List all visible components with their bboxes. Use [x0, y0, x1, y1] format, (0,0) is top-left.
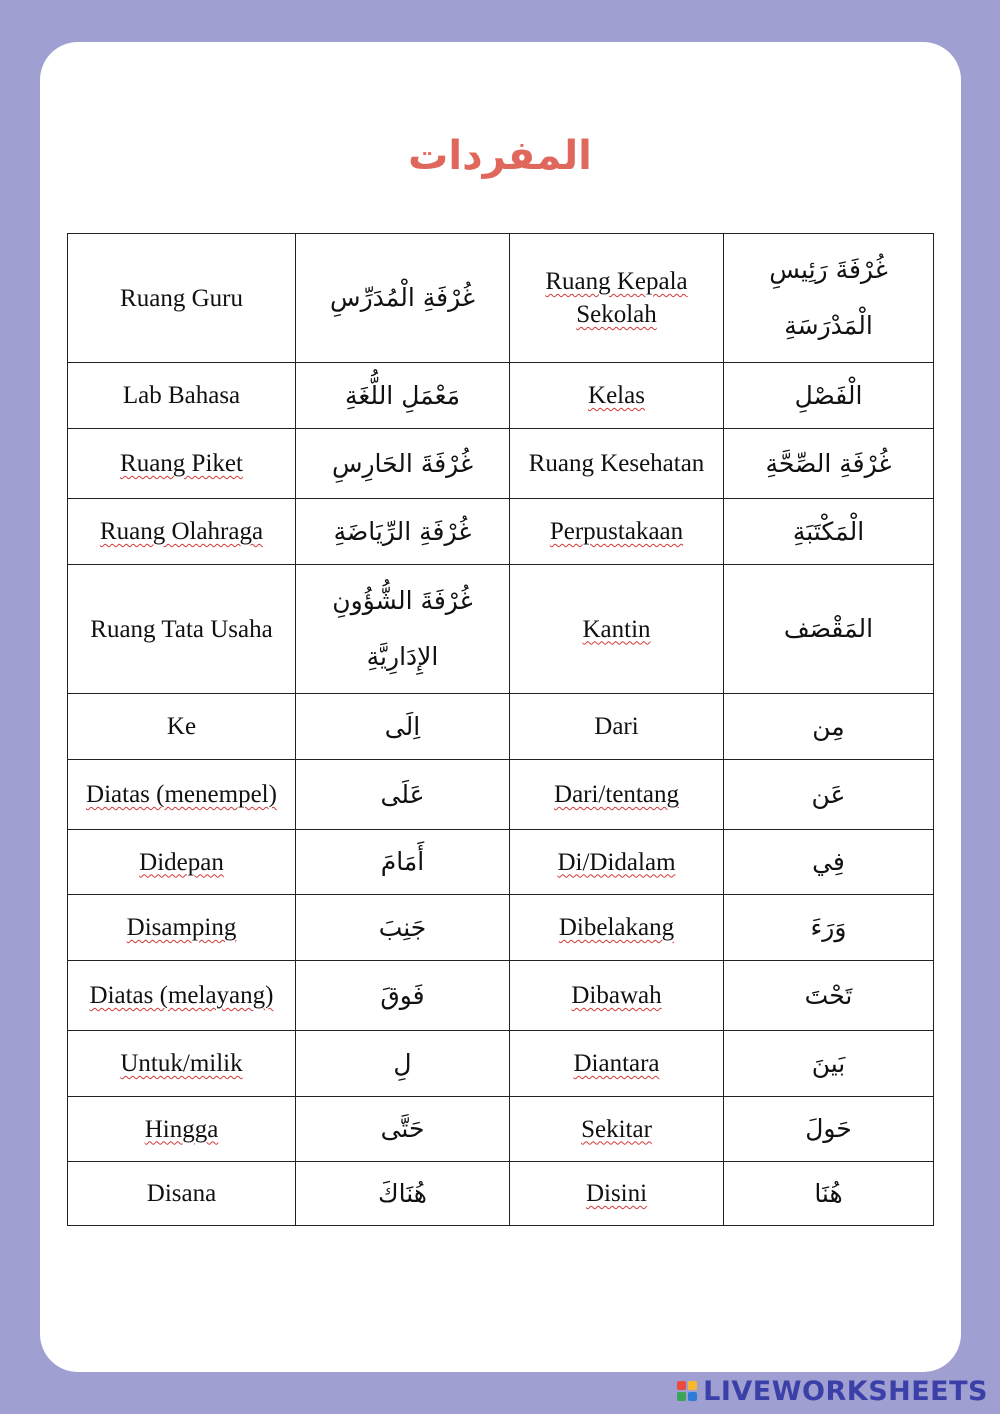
arabic-word: لِ [296, 1031, 510, 1097]
arabic-word: عَلَى [296, 760, 510, 830]
indonesian-word: Untuk/milik [68, 1031, 296, 1097]
logo-square-blue [688, 1392, 697, 1401]
logo-square-yellow [688, 1381, 697, 1390]
table-row [68, 429, 934, 499]
table-row [68, 234, 934, 363]
indonesian-word: Disana [68, 1162, 296, 1226]
indonesian-word: Kelas [510, 363, 724, 429]
table-row [68, 694, 934, 760]
arabic-word: غُرْفَةِ الرِّيَاضَةِ [296, 499, 510, 565]
indonesian-word: Ruang Tata Usaha [68, 565, 296, 694]
arabic-word: مِن [724, 694, 934, 760]
indonesian-word: Didepan [68, 830, 296, 895]
arabic-word: حَولَ [724, 1097, 934, 1162]
indonesian-word: Ruang Kesehatan [510, 429, 724, 499]
page-title: المفردات [408, 133, 592, 179]
indonesian-word: Dari/tentang [510, 760, 724, 830]
arabic-word: فَوقَ [296, 961, 510, 1031]
arabic-word: هُنَاكَ [296, 1162, 510, 1226]
arabic-word: وَرَءَ [724, 895, 934, 961]
arabic-word: هُنَا [724, 1162, 934, 1226]
arabic-word: بَينَ [724, 1031, 934, 1097]
table-row [68, 895, 934, 961]
arabic-word: جَنِبَ [296, 895, 510, 961]
indonesian-word: Dibelakang [510, 895, 724, 961]
table-row [68, 1097, 934, 1162]
table-row [68, 760, 934, 830]
indonesian-word: Disamping [68, 895, 296, 961]
logo-square-green [677, 1392, 686, 1401]
liveworksheets-logo-icon [677, 1381, 697, 1401]
indonesian-word: Ruang Piket [68, 429, 296, 499]
arabic-word: غُرْفَةِ الصِّحَّةِ [724, 429, 934, 499]
indonesian-word: Diatas (melayang) [68, 961, 296, 1031]
table-row [68, 363, 934, 429]
table-row [68, 499, 934, 565]
arabic-word: مَعْمَلِ اللُّغَةِ [296, 363, 510, 429]
indonesian-word: Ke [68, 694, 296, 760]
indonesian-word: Diatas (menempel) [68, 760, 296, 830]
arabic-word: أَمَامَ [296, 830, 510, 895]
indonesian-word: Sekitar [510, 1097, 724, 1162]
logo-square-red [677, 1381, 686, 1390]
table-row [68, 830, 934, 895]
arabic-word: حَتَّى [296, 1097, 510, 1162]
arabic-word: عَن [724, 760, 934, 830]
table-row [68, 1162, 934, 1226]
arabic-word: غُرْفَةَ الشُّؤُونِ الإِدَارِيَّةِ [296, 565, 510, 694]
indonesian-word: Dibawah [510, 961, 724, 1031]
indonesian-word: Ruang Kepala Sekolah [510, 234, 724, 363]
indonesian-word: Ruang Guru [68, 234, 296, 363]
indonesian-word: Dari [510, 694, 724, 760]
table-row [68, 1031, 934, 1097]
arabic-word: تَحْتَ [724, 961, 934, 1031]
indonesian-word: Perpustakaan [510, 499, 724, 565]
arabic-word: غُرْفَةِ الْمُدَرِّسِ [296, 234, 510, 363]
arabic-word: الْفَصْلِ [724, 363, 934, 429]
indonesian-word: Diantara [510, 1031, 724, 1097]
vocabulary-table [67, 233, 934, 1226]
table-row [68, 961, 934, 1031]
arabic-word: غُرْفَةَ الحَارِسِ [296, 429, 510, 499]
liveworksheets-logo[interactable] [677, 1372, 988, 1410]
arabic-word: اِلَى [296, 694, 510, 760]
indonesian-word: Disini [510, 1162, 724, 1226]
indonesian-word: Di/Didalam [510, 830, 724, 895]
indonesian-word: Hingga [68, 1097, 296, 1162]
table-row [68, 565, 934, 694]
arabic-word: الْمَكْتَبَةِ [724, 499, 934, 565]
arabic-word: غُرْفَةَ رَئِيسِ الْمَدْرَسَةِ [724, 234, 934, 363]
arabic-word: المَقْصَف [724, 565, 934, 694]
indonesian-word: Kantin [510, 565, 724, 694]
brand-name: LIVEWORKSHEETS [703, 1375, 988, 1407]
indonesian-word: Ruang Olahraga [68, 499, 296, 565]
indonesian-word: Lab Bahasa [68, 363, 296, 429]
arabic-word: فِي [724, 830, 934, 895]
